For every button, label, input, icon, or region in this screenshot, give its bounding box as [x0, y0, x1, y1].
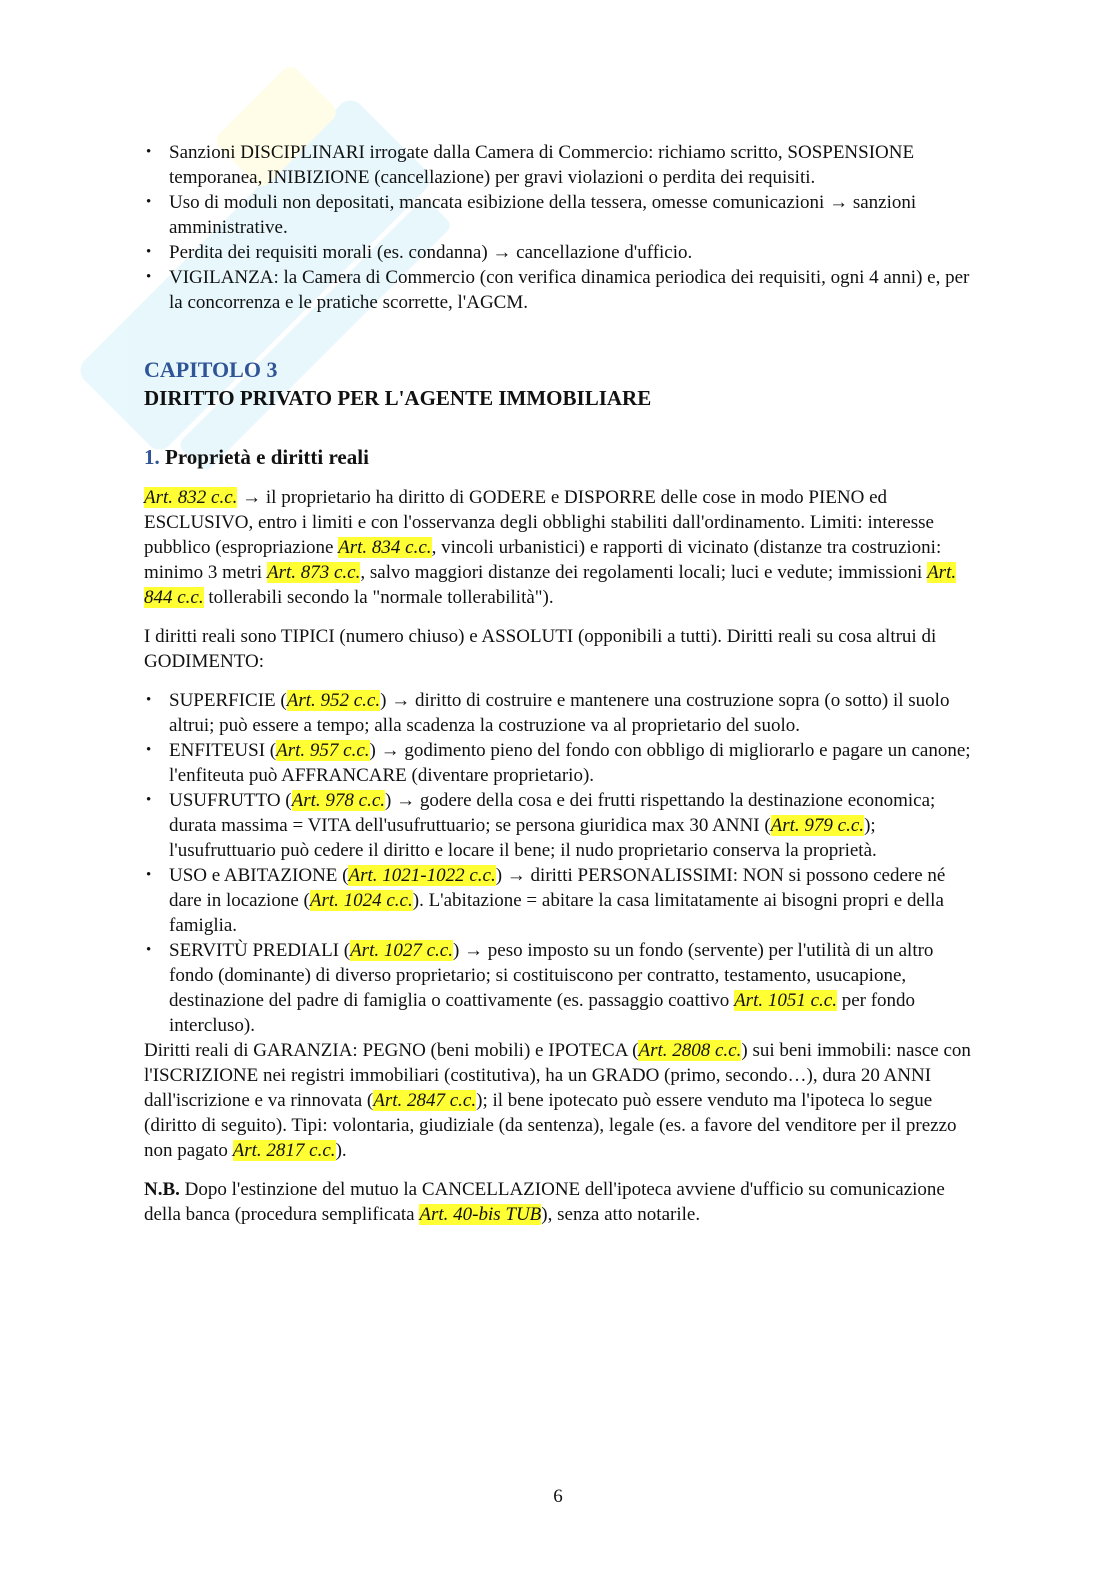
article-ref: Art. 1051 c.c. [734, 990, 837, 1011]
nb-label: N.B. [144, 1179, 180, 1200]
text-span: ); il bene ipotecato può essere venduto ma l'ipoteca lo segue (diritto di seguito). Tipi: volontaria, giudiziale (da sentenza), legale (es. a favore del venditore per il prezzo non pagato [144, 1090, 957, 1161]
text-span: ) sui beni immobili: nasce con l'ISCRIZIONE nei registri immobiliari (costitutiva), ha un GRADO (primo, secondo…), dura 20 ANNI dall'iscrizione e va rinnovata ( [144, 1040, 971, 1111]
article-ref: Art. 832 c.c. [144, 487, 238, 508]
article-ref: Art. 1021-1022 c.c. [348, 865, 496, 886]
section-heading [144, 443, 974, 471]
article-ref: Art. 957 c.c. [276, 740, 370, 761]
text-span: → il proprietario ha diritto di GODERE e DISPORRE delle cose in modo PIENO ed ESCLUSIVO, entro i limiti e con l'osservanza degli obblighi stabiliti dall'ordinamento. Limiti: interesse pubblico (espropriazione [144, 487, 934, 558]
list-item: • VIGILANZA: la Camera di Commercio (con verifica dinamica periodica dei requisiti, ogni 4 anni) e, per la concorrenza e le pratiche scorrette, l'AGCM. [144, 265, 974, 315]
intro-bullet-list [144, 140, 974, 315]
paragraph-proprieta [144, 485, 974, 610]
article-ref: Art. 979 c.c. [770, 815, 865, 836]
text-span: SUPERFICIE ( [169, 690, 287, 711]
text-span: ) → diritto di costruire e mantenere una costruzione sopra (o sotto) il suolo altrui; può essere a tempo; alla scadenza la costruzione va al proprietario del suolo. [169, 690, 950, 736]
rights-bullet-list [144, 688, 974, 1038]
article-ref: Art. 952 c.c. [286, 690, 381, 711]
text-span: ) → godere della cosa e dei frutti rispettando la destinazione economica; durata massima = VITA dell'usufruttuario; se persona giuridica max 30 ANNI ( [169, 790, 936, 836]
list-item: • Perdita dei requisiti morali (es. condanna) → cancellazione d'ufficio. [144, 240, 974, 265]
article-ref: Art. 1024 c.c. [309, 890, 413, 911]
text-span: Dopo l'estinzione del mutuo la CANCELLAZIONE dell'ipoteca avviene d'ufficio su comunicazione della banca (procedura semplificata [144, 1179, 945, 1225]
list-item-enfiteusi [144, 738, 974, 788]
text-span: ENFITEUSI ( [169, 740, 277, 761]
text-span: ). [335, 1140, 347, 1161]
document-page [144, 140, 974, 1227]
article-ref: Art. 2808 c.c. [638, 1040, 742, 1061]
text-span: , salvo maggiori distanze dei regolamenti locali; luci e vedute; immissioni [360, 562, 928, 583]
chapter-number: CAPITOLO 3 [144, 357, 278, 382]
article-ref: Art. 40-bis TUB [419, 1204, 542, 1225]
text-span: ) → godimento pieno del fondo con obbligo di migliorarlo e pagare un canone; l'enfiteuta può AFFRANCARE (diventare proprietario). [169, 740, 971, 786]
paragraph-nb [144, 1177, 974, 1227]
text-span: per fondo intercluso). [169, 990, 916, 1036]
list-item-superficie [144, 688, 974, 738]
text-span: USO e ABITAZIONE ( [169, 865, 349, 886]
article-ref: Art. 2817 c.c. [232, 1140, 336, 1161]
section-number: 1. [144, 445, 160, 469]
text-span: ); l'usufruttuario può cedere il diritto e locare il bene; il nudo proprietario conserva la proprietà. [169, 815, 877, 861]
paragraph-diritti-reali: I diritti reali sono TIPICI (numero chiuso) e ASSOLUTI (opponibili a tutti). Diritti reali su cosa altrui di GODIMENTO: [144, 626, 937, 672]
list-item-servitu [144, 938, 974, 1038]
text-span: SERVITÙ PREDIALI ( [169, 940, 351, 961]
text-span: , vincoli urbanistici) e rapporti di vicinato (distanze tra costruzioni: minimo 3 metri [144, 537, 942, 583]
article-ref: Art. 1027 c.c. [350, 940, 453, 961]
section-title: Proprietà e diritti reali [165, 445, 369, 469]
list-item: • Sanzioni DISCIPLINARI irrogate dalla Camera di Commercio: richiamo scritto, SOSPENSIONE temporanea, INIBIZIONE (cancellazione) per gravi violazioni o perdita dei requisiti. [144, 140, 974, 190]
page-number: 6 [553, 1486, 563, 1507]
list-item-uso-abitazione [144, 863, 974, 938]
article-ref: Art. 978 c.c. [291, 790, 386, 811]
article-ref: Art. 834 c.c. [338, 537, 432, 558]
text-span: Diritti reali di GARANZIA: PEGNO (beni mobili) e IPOTECA ( [144, 1040, 639, 1061]
list-item-usufrutto [144, 788, 974, 863]
chapter-heading [144, 355, 974, 413]
text-span: ). L'abitazione = abitare la casa limitatamente ai bisogni propri e della famiglia. [169, 890, 944, 936]
text-span: ) → diritti PERSONALISSIMI: NON si possono cedere né dare in locazione ( [169, 865, 946, 911]
text-span: ) → peso imposto su un fondo (servente) per l'utilità di un altro fondo (dominante) di diverso proprietario; si costituiscono per contratto, testamento, usucapione, destinazione del padre di famiglia o coattivamente (es. passaggio coattivo [169, 940, 934, 1011]
article-ref: Art. 2847 c.c. [373, 1090, 477, 1111]
list-item: • Uso di moduli non depositati, mancata esibizione della tessera, omesse comunicazioni → sanzioni amministrative. [144, 190, 974, 240]
paragraph-garanzia [144, 1038, 974, 1163]
article-ref: Art. 873 c.c. [266, 562, 361, 583]
text-span: ), senza atto notarile. [541, 1204, 701, 1225]
article-ref: Art. 844 c.c. [144, 562, 957, 608]
text-span: USUFRUTTO ( [169, 790, 292, 811]
text-span: tollerabili secondo la "normale tollerabilità"). [203, 587, 554, 608]
chapter-title: DIRITTO PRIVATO PER L'AGENTE IMMOBILIARE [144, 386, 652, 410]
